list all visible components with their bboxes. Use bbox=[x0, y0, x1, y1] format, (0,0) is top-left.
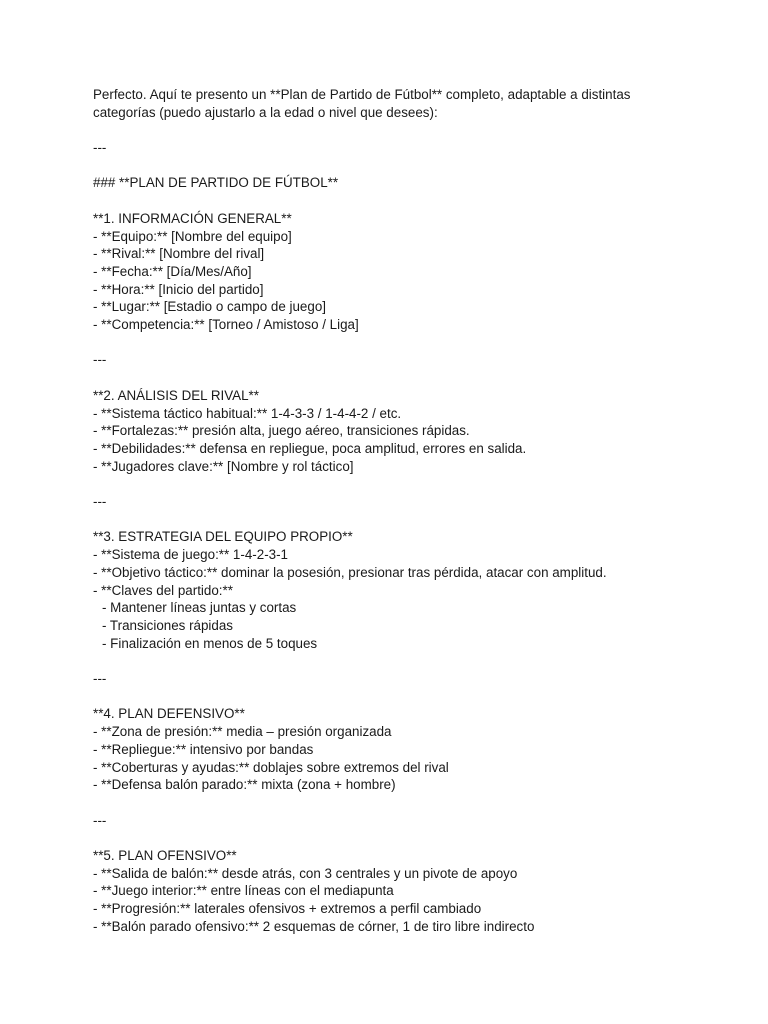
section-title-offensive-plan: **5. PLAN OFENSIVO** bbox=[93, 848, 237, 864]
blank-line bbox=[93, 157, 733, 175]
blank-line bbox=[93, 369, 733, 387]
list-item: - **Coberturas y ayudas:** doblajes sobre extremos del rival bbox=[93, 759, 449, 775]
blank-line bbox=[93, 829, 733, 847]
blank-line bbox=[93, 475, 733, 493]
list-item: - **Competencia:** [Torneo / Amistoso / Liga] bbox=[93, 317, 359, 333]
list-item: - **Debilidades:** defensa en repliegue, poca amplitud, errores en salida. bbox=[93, 440, 527, 456]
list-item: - **Lugar:** [Estadio o campo de juego] bbox=[93, 299, 326, 315]
list-item: - **Jugadores clave:** [Nombre y rol táctico] bbox=[93, 458, 354, 474]
list-item: - **Equipo:** [Nombre del equipo] bbox=[93, 228, 292, 244]
list-item: - **Salida de balón:** desde atrás, con 3 centrales y un pivote de apoyo bbox=[93, 865, 518, 881]
list-item: - **Fecha:** [Día/Mes/Año] bbox=[93, 263, 252, 279]
list-item: - **Progresión:** laterales ofensivos + extremos a perfil cambiado bbox=[93, 901, 482, 917]
blank-line bbox=[93, 794, 733, 812]
list-item: - **Balón parado ofensivo:** 2 esquemas de córner, 1 de tiro libre indirecto bbox=[93, 918, 535, 934]
intro-line-1: Perfecto. Aquí te presento un **Plan de Partido de Fútbol** completo, adaptable a distintas bbox=[93, 87, 631, 102]
separator: --- bbox=[93, 352, 107, 368]
section-title-rival-analysis: **2. ANÁLISIS DEL RIVAL** bbox=[93, 387, 259, 403]
list-item: - **Sistema táctico habitual:** 1-4-3-3 / 1-4-4-2 / etc. bbox=[93, 405, 402, 421]
section-title-defensive-plan: **4. PLAN DEFENSIVO** bbox=[93, 706, 245, 722]
section-title-general-info: **1. INFORMACIÓN GENERAL** bbox=[93, 210, 292, 226]
blank-line bbox=[93, 688, 733, 706]
list-item: - **Repliegue:** intensivo por bandas bbox=[93, 741, 314, 757]
separator: --- bbox=[93, 494, 107, 510]
list-item: - **Hora:** [Inicio del partido] bbox=[93, 281, 264, 297]
sub-list-item: - Finalización en menos de 5 toques bbox=[102, 635, 318, 651]
section-title-own-strategy: **3. ESTRATEGIA DEL EQUIPO PROPIO** bbox=[93, 529, 353, 545]
separator: --- bbox=[93, 812, 107, 828]
list-item: - **Rival:** [Nombre del rival] bbox=[93, 246, 265, 262]
sub-list-item: - Transiciones rápidas bbox=[102, 617, 233, 633]
blank-line bbox=[93, 511, 733, 529]
list-item: - **Defensa balón parado:** mixta (zona + hombre) bbox=[93, 777, 396, 793]
list-item: - **Juego interior:** entre líneas con el mediapunta bbox=[93, 883, 394, 899]
list-item: - **Zona de presión:** media – presión organizada bbox=[93, 724, 392, 740]
list-item: - **Fortalezas:** presión alta, juego aéreo, transiciones rápidas. bbox=[93, 423, 470, 439]
separator: --- bbox=[93, 671, 107, 687]
blank-line bbox=[93, 334, 733, 352]
list-item: - **Claves del partido:** bbox=[93, 582, 233, 598]
document-heading: ### **PLAN DE PARTIDO DE FÚTBOL** bbox=[93, 175, 339, 191]
blank-line bbox=[93, 121, 733, 139]
list-item: - **Sistema de juego:** 1-4-2-3-1 bbox=[93, 547, 289, 563]
separator: --- bbox=[93, 140, 107, 156]
blank-line bbox=[93, 652, 733, 670]
document-page bbox=[93, 86, 733, 936]
list-item: - **Objetivo táctico:** dominar la posesión, presionar tras pérdida, atacar con amplitud. bbox=[93, 564, 607, 580]
intro-line-2: categorías (puedo ajustarlo a la edad o nivel que desees): bbox=[93, 104, 438, 120]
blank-line bbox=[93, 192, 733, 210]
sub-list-item: - Mantener líneas juntas y cortas bbox=[102, 600, 297, 616]
